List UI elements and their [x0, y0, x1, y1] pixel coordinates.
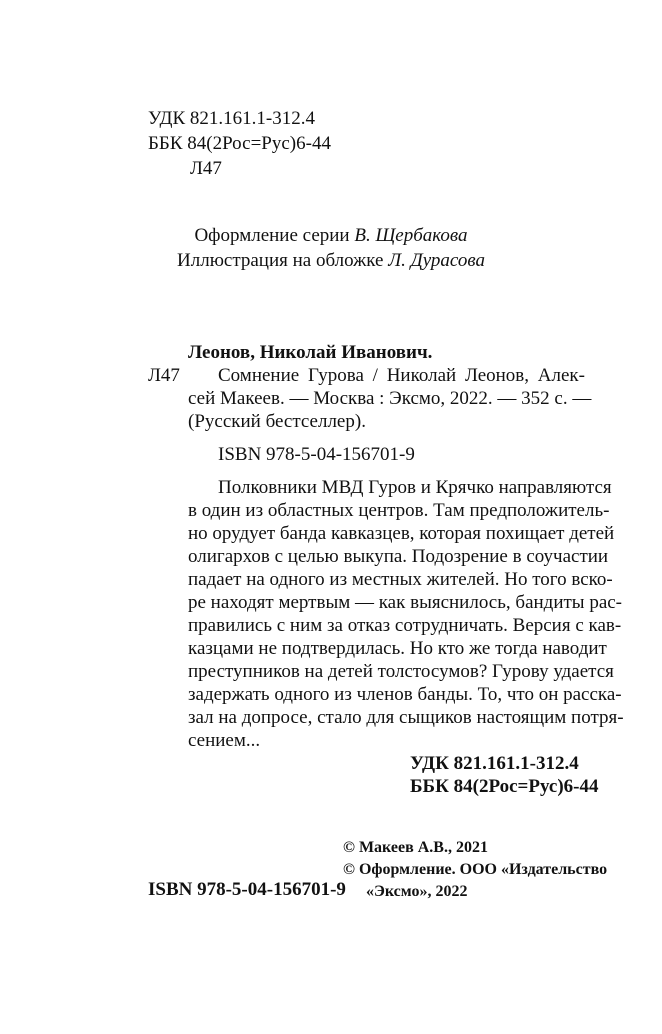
annotation-line-5: падает на одного из местных жителей. Но того вско-	[188, 569, 613, 590]
series-design-label: Оформление серии	[194, 225, 350, 246]
classification-udk: УДК 821.161.1-312.4	[410, 753, 579, 774]
annotation-line-4: олигархов с целью выкупа. Подозрение в соучастии	[188, 546, 609, 567]
classification-bbk: ББК 84(2Рос=Рус)6-44	[410, 776, 599, 797]
series-design-name: В. Щербакова	[354, 225, 468, 246]
annotation-line-9: преступников на детей толстосумов? Гурову удается	[188, 661, 614, 682]
cover-illustration-name: Л. Дурасова	[388, 250, 485, 271]
top-bbk: ББК 84(2Рос=Рус)6-44	[148, 133, 331, 154]
record-isbn: ISBN 978-5-04-156701-9	[218, 444, 415, 465]
annotation-line-2: в один из областных центров. Там предположитель-	[188, 500, 610, 521]
record-author: Леонов, Николай Иванович.	[188, 342, 433, 363]
cover-illustration-label: Иллюстрация на обложке	[177, 250, 384, 271]
record-title-line-2: сей Макеев. — Москва : Эксмо, 2022. — 352 с. —	[188, 388, 592, 409]
copyright-line-1: © Макеев А.В., 2021	[343, 839, 488, 856]
record-author-mark: Л47	[148, 365, 180, 386]
annotation-line-1: Полковники МВД Гуров и Крячко направляются	[218, 477, 612, 498]
cover-illustration-credit	[0, 250, 662, 272]
annotation-line-12: сением...	[188, 730, 261, 751]
annotation-line-8: казцами не подтвердилась. Но кто же тогда наводит	[188, 638, 607, 659]
annotation-line-6: ре находят мертвым — как выяснилось, бандиты рас-	[188, 592, 623, 613]
series-design-credit	[0, 225, 662, 247]
record-title-line-1: Сомнение Гурова / Николай Леонов, Алек-	[218, 365, 585, 386]
annotation-line-10: задержать одного из членов банды. То, что он расска-	[188, 684, 622, 705]
annotation-line-7: правились с ним за отказ сотрудничать. Версия с кав-	[188, 615, 622, 636]
top-udk: УДК 821.161.1-312.4	[148, 108, 315, 129]
bottom-isbn: ISBN 978-5-04-156701-9	[148, 879, 346, 900]
copyright-line-3: «Эксмо», 2022	[366, 883, 468, 900]
copyright-line-2: © Оформление. ООО «Издательство	[343, 861, 608, 878]
record-title-line-3: (Русский бестселлер).	[188, 411, 366, 432]
top-author-mark: Л47	[190, 158, 222, 179]
annotation-line-11: зал на допросе, стало для сыщиков настоящим потря-	[188, 707, 624, 728]
annotation-line-3: но орудует банда кавказцев, которая похищает детей	[188, 523, 615, 544]
